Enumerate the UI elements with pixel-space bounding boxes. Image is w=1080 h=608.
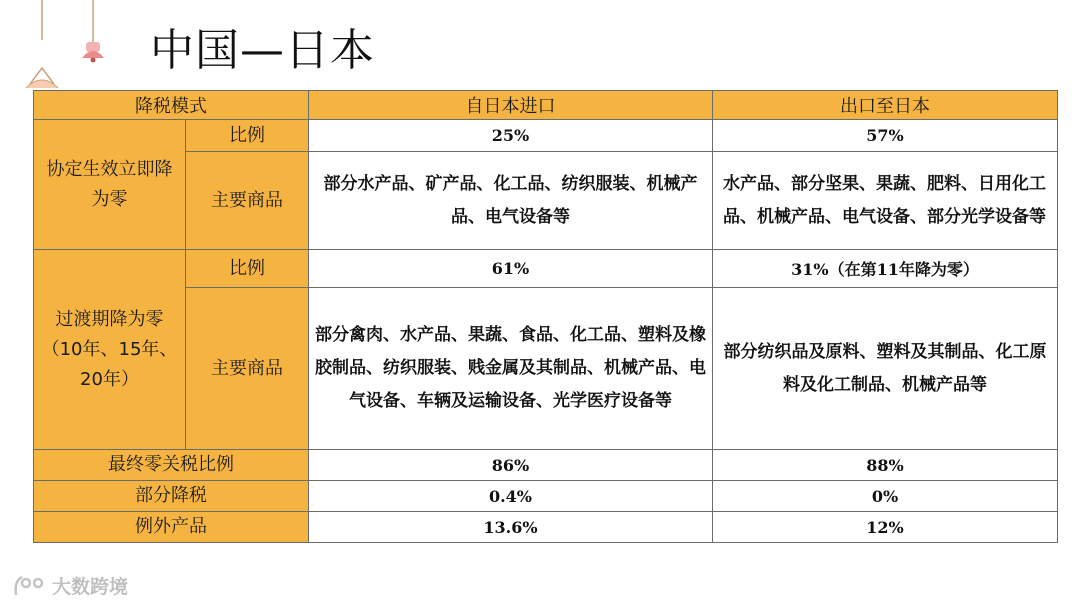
watermark-logo-icon [12, 573, 46, 599]
summary-import: 86% [309, 450, 713, 481]
transition-goods-export: 部分纺织品及原料、塑料及其制品、化工原料及化工制品、机械产品等 [713, 288, 1058, 450]
transition-goods-import: 部分禽肉、水产品、果蔬、食品、化工品、塑料及橡胶制品、纺织服装、贱金属及其制品、机械产品、电气设备、车辆及运输设备、光学医疗设备等 [309, 288, 713, 450]
header-import: 自日本进口 [309, 91, 713, 120]
group-immediate-label: 协定生效立即降为零 [34, 120, 186, 250]
summary-export: 88% [713, 450, 1058, 481]
summary-export: 0% [713, 481, 1058, 512]
immediate-goods-export: 水产品、部分坚果、果蔬、肥料、日用化工品、机械产品、电气设备、部分光学设备等 [713, 152, 1058, 250]
tariff-table [33, 90, 1058, 543]
header-mode: 降税模式 [34, 91, 309, 120]
goods-label: 主要商品 [186, 288, 309, 450]
page-title: 中国—日本 [150, 25, 375, 76]
watermark [12, 572, 128, 599]
summary-import: 0.4% [309, 481, 713, 512]
transition-ratio-import: 61% [309, 250, 713, 288]
immediate-ratio-export: 57% [713, 120, 1058, 152]
summary-import: 13.6% [309, 512, 713, 543]
transition-ratio-export: 31%（在第11年降为零） [713, 250, 1058, 288]
goods-label: 主要商品 [186, 152, 309, 250]
immediate-ratio-import: 25% [309, 120, 713, 152]
summary-label: 部分降税 [34, 481, 309, 512]
watermark-text: 大数跨境 [52, 576, 129, 598]
ratio-label: 比例 [186, 250, 309, 288]
header-export: 出口至日本 [713, 91, 1058, 120]
group-transition-label: 过渡期降为零（10年、15年、20年） [34, 250, 186, 450]
summary-export: 12% [713, 512, 1058, 543]
summary-label: 例外产品 [34, 512, 309, 543]
ratio-label: 比例 [186, 120, 309, 152]
summary-label: 最终零关税比例 [34, 450, 309, 481]
immediate-goods-import: 部分水产品、矿产品、化工品、纺织服装、机械产品、电气设备等 [309, 152, 713, 250]
